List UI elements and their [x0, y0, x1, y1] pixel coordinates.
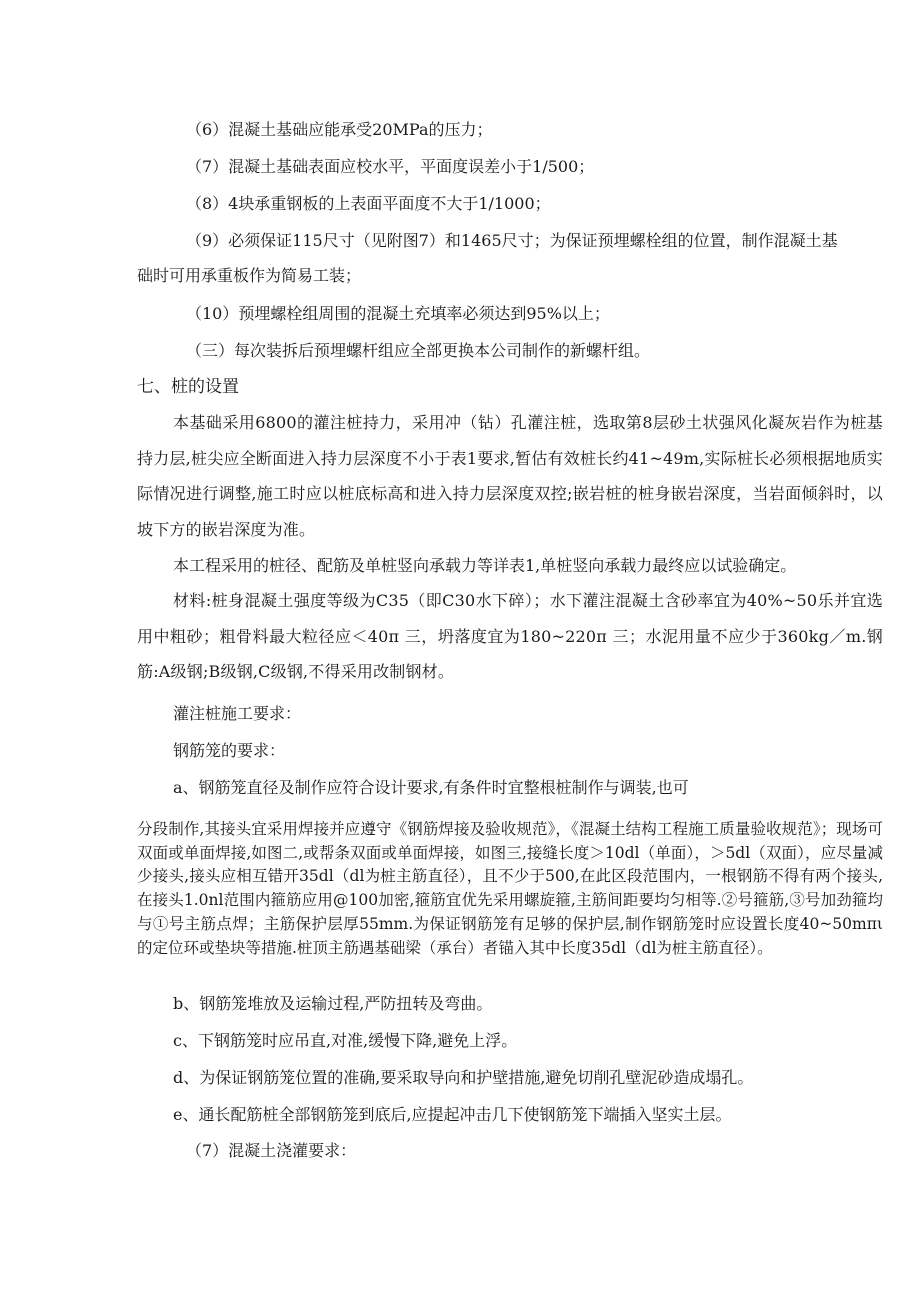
item-b: b、钢筋笼堆放及运输过程,严防扭转及弯曲。	[173, 994, 493, 1013]
list-item-6: （6）混凝土基础应能承受20MPa的压力；	[186, 120, 493, 139]
item-a-continued: 分段制作,其接头宜采用焊接并应遵守《钢筋焊接及验收规范》，《混凝土结构工程施工质量验收规范》；现场可双面或单面焊接,如图二,或帮条双面或单面焊接，如图三,接缝长度＞10dl（单面），＞5dl（双面），应尽量减少接头,接头应相互错开35dl（dl为桩主筋直径），且不少于500,在此区段范围内，一根钢筋不得有两个接头,在接头1.0nl范围内箍筋应用@100加密,箍筋宜优先采用螺旋箍,主筋间距要均匀相等.②号箍筋,③号加劲箍均与①号主筋点焊；主筋保护层厚55mm.为保证钢筋笼有足够的保护层,制作钢筋笼时应设置长度40~50mπι 的定位环或垫块等措施.桩顶主筋遇基础梁（承台）者锚入其中长度35dl（dl为桩主筋直径）。	[137, 820, 883, 957]
list-item-7: （7）混凝土基础表面应校水平，平面度误差小于1/500；	[186, 157, 595, 176]
list-item-9-line2: 础时可用承重板作为简易工装；	[137, 266, 362, 285]
item-c: c、下钢筋笼时应吊直,对准,缓慢下降,避免上浮。	[173, 1031, 518, 1050]
item-e: e、通长配筋桩全部钢筋笼到底后,应提起冲击几下使钢筋笼下端插入坚实土层。	[173, 1105, 732, 1124]
list-item-9-line1: （9）必须保证115尺寸（见附图7）和1465尺寸；为保证预埋螺栓组的位置，制作混凝土基	[186, 231, 838, 250]
item-d: d、为保证钢筋笼位置的准确,要采取导向和护壁措施,避免切削孔壁泥砂造成塌孔。	[173, 1068, 754, 1087]
list-item-10: （10）预埋螺栓组周围的混凝土充填率必须达到95%以上；	[186, 304, 610, 323]
paragraph-foundation: 本基础采用6800的灌注桩持力，采用冲（钻）孔灌注桩，选取第8层砂土状强风化凝灰岩作为桩基持力层,桩尖应全断面进入持力层深度不小于表1要求,暂估有效桩长约41~49m,实际桩长必须根据地质实际情况进行调整,施工时应以桩底标高和进入持力层深度双控;嵌岩桩的桩身嵌岩深度，当岩面倾斜时，以坡下方的嵌岩深度为准。	[137, 413, 883, 539]
paragraph-capacity: 本工程采用的桩径、配筋及单桩竖向承载力等详表1,单桩竖向承载力最终应以试验确定。	[173, 556, 797, 575]
section-heading: 七、桩的设置	[137, 377, 239, 397]
paragraph-materials: 材料:桩身混凝土强度等级为C35（即C30水下碎）；水下灌注混凝土含砂率宜为40%~50乐并宜选用中粗砂；粗骨料最大粒径应＜40π 三，坍落度宜为180~220π 三；水泥用量不应少于360kg／m.钢筋:A级钢;B级钢,C级钢,不得采用改制钢材。	[137, 591, 883, 681]
list-item-3: （三）每次装拆后预埋螺杆组应全部更换本公司制作的新螺杆组。	[186, 341, 651, 360]
requirements-title: 灌注桩施工要求：	[173, 704, 302, 723]
list-item-8: （8）4块承重钢板的上表面平面度不大于1/1000；	[186, 194, 551, 213]
cage-title: 钢筋笼的要求：	[173, 741, 286, 760]
item-7-pour: （7）混凝土浇灌要求：	[186, 1141, 357, 1160]
item-a: a、钢筋笼直径及制作应符合设计要求,有条件时宜整根桩制作与调装,也可	[173, 778, 689, 797]
